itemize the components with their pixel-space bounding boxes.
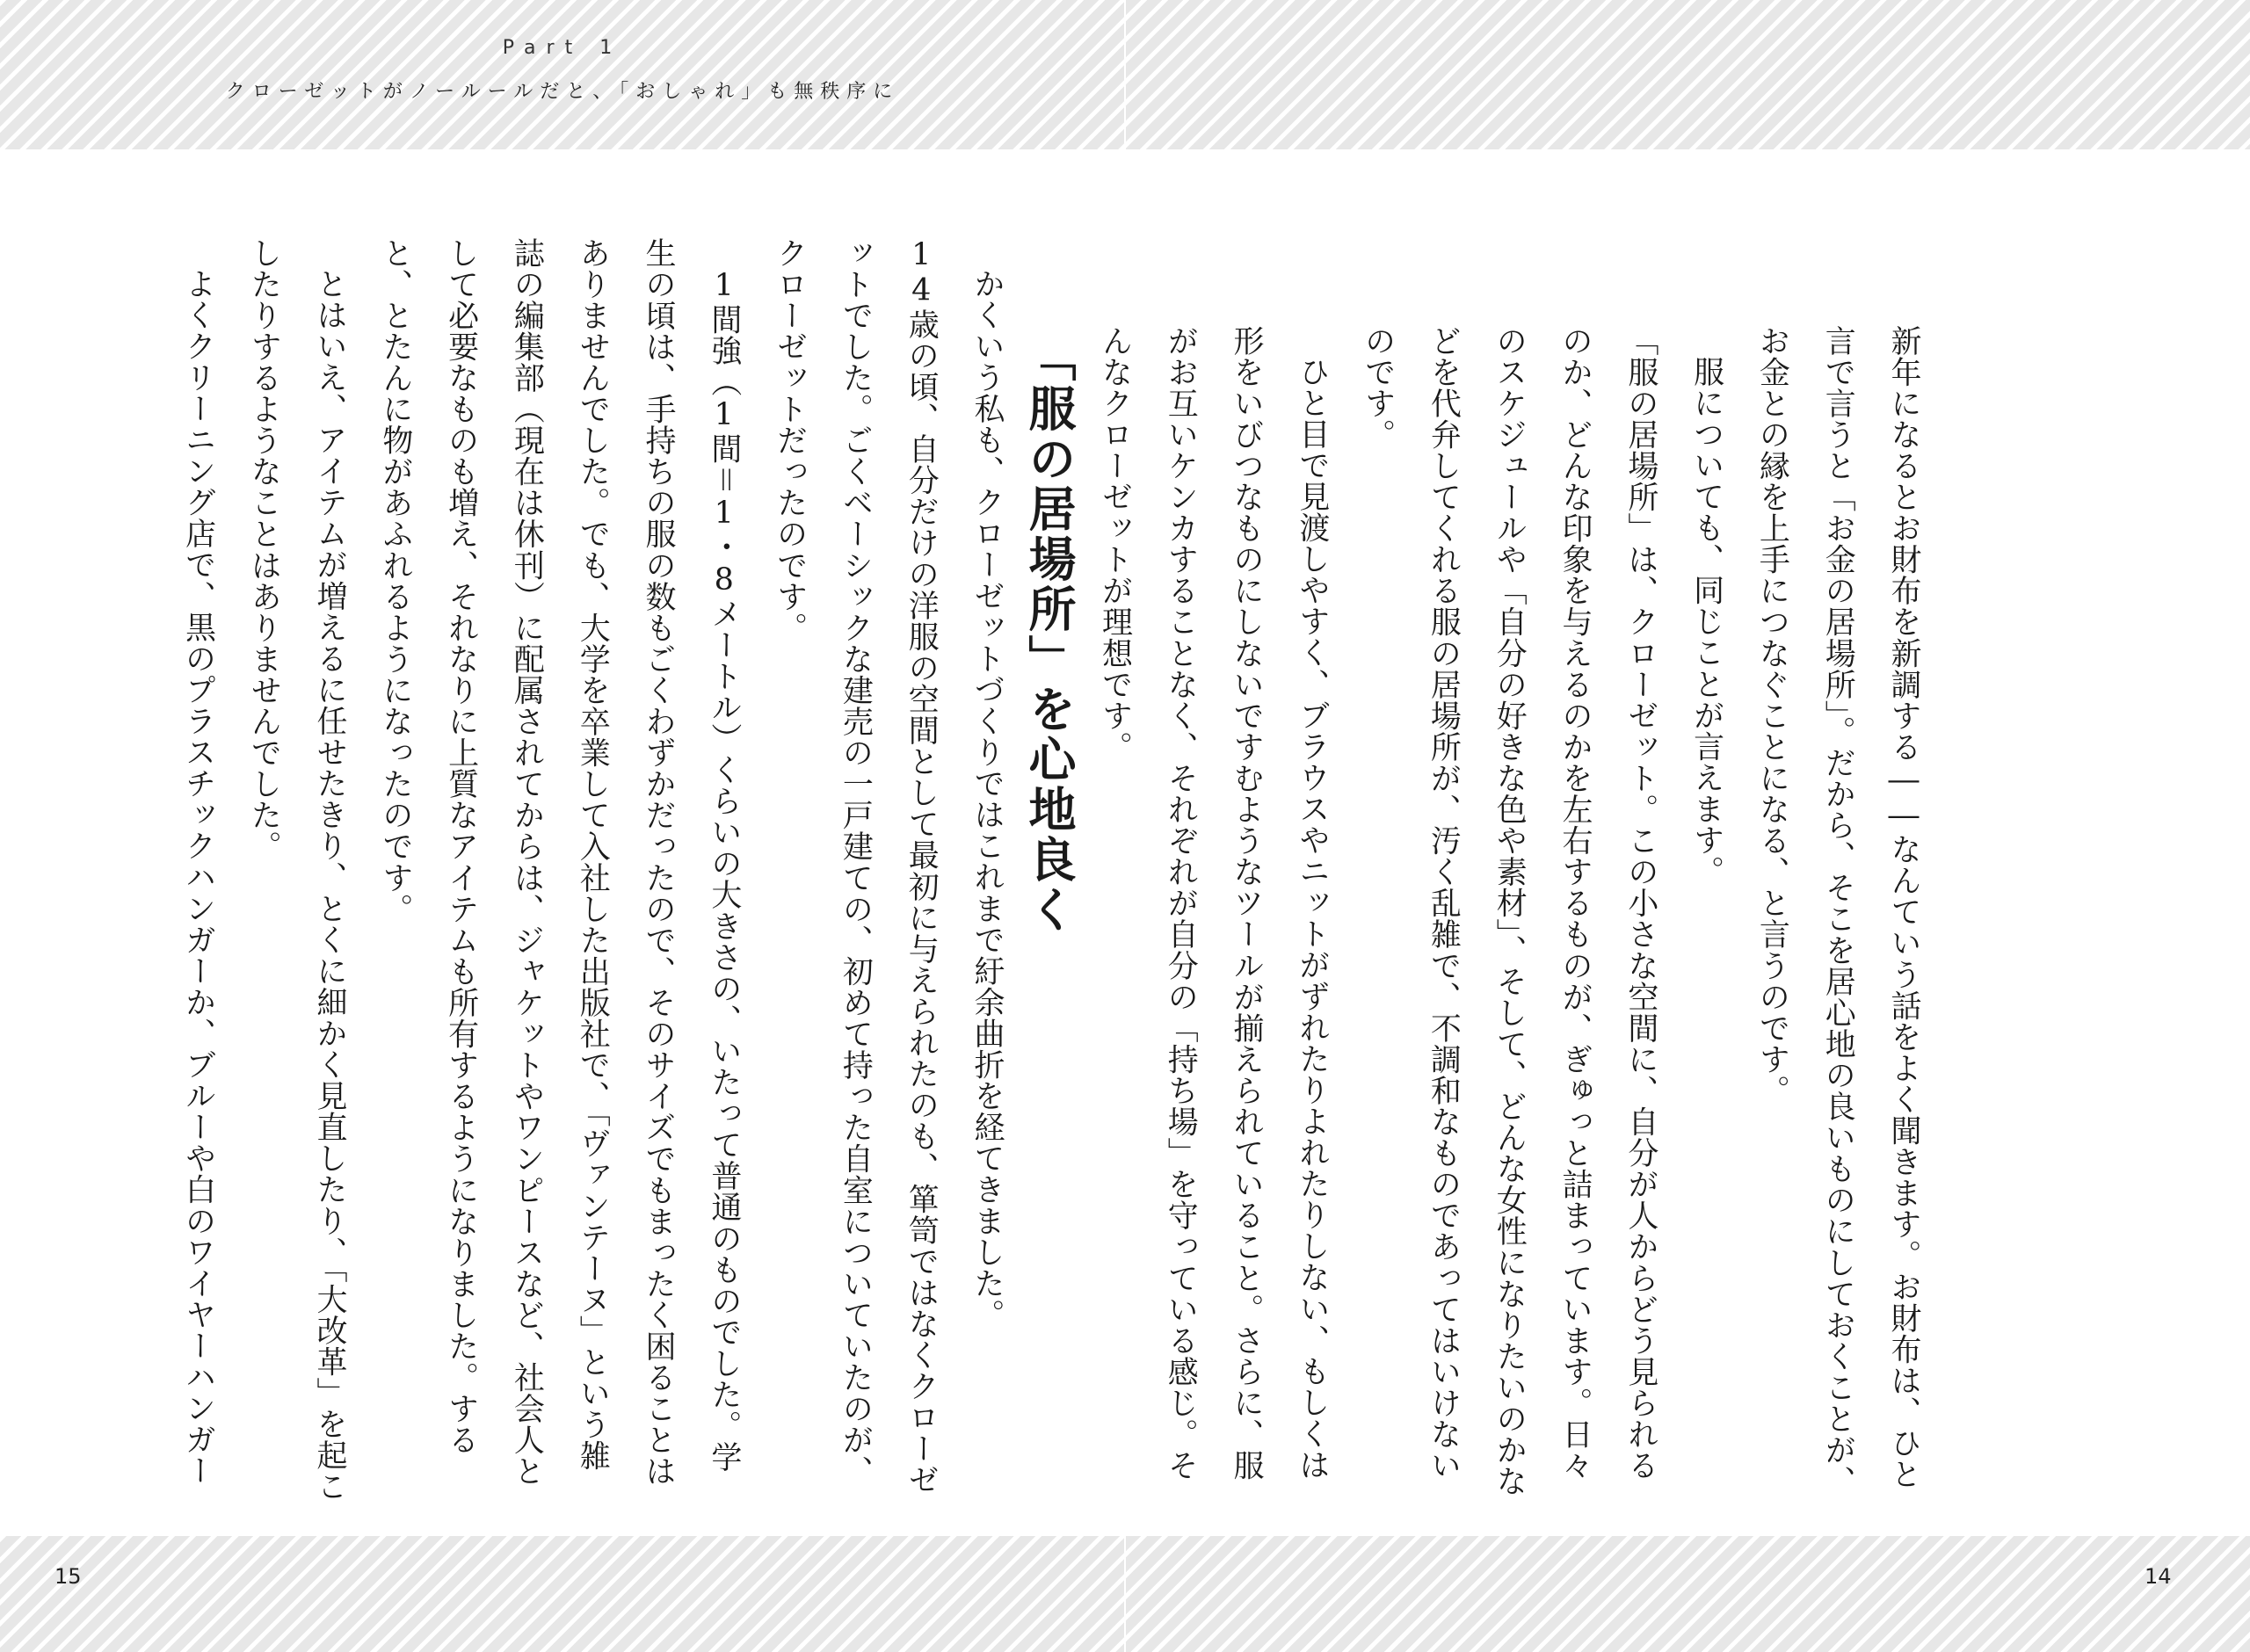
paragraph: 1間強（1間＝1・8メートル）くらいの大きさの、いたって普通のものでした。学生の頃は、手持ちの服の数もごくわずかだったので、そのサイズでもまったく困ることはありませんでした。でも、大学を卒業して入社した出版社で、「ヴァンテーヌ」という雑誌の編集部（現在は休刊）に配属されてからは、ジャケットやワンピースなど、社会人として必要なものも増え、それなりに上質なアイテムも所有するようになりました。すると、とたんに物があふれるようになったのです。 [377,237,742,1487]
right-page-body [1097,325,1936,1503]
paragraph: ひと目で見渡しやすく、ブラウスやニットがずれたりよれたりしない、もしくは形をいびつなものにしないですむようなツールが揃えられていること。さらに、服がお互いケンカすることなく、それぞれが自分の「持ち場」を守っている感じ。そんなクローゼットが理想です。 [1097,325,1330,1482]
paragraph: 14歳の頃、自分だけの洋服の空間として最初に与えられたのも、箪笥ではなくクローゼットでした。ごくベーシックな建売の一戸建ての、初めて持った自室についていたのが、クローゼットだったのです。 [772,237,940,1496]
left-page-body [123,237,1020,1503]
paragraph: よくクリーニング店で、黒のプラスチックハンガーか、ブルーや白のワイヤーハンガー [180,268,216,1487]
part-label: Part 1 [502,37,623,59]
running-header [0,37,1125,104]
spine-gap-bottom [1124,1536,1126,1652]
paragraph: かくいう私も、クローゼットづくりではこれまで紆余曲折を経てきました。 [969,268,1005,1330]
paragraph: 新年になるとお財布を新調する――なんていう話をよく聞きます。お財布は、ひと言で言うと「お金の居場所」。だから、そこを居心地の良いものにしておくことが、お金との縁を上手につなぐことになる、と言うのです。 [1754,325,1921,1497]
paragraph: 服についても、同じことが言えます。 [1688,356,1724,888]
chapter-title: クローゼットがノールールだと、「おしゃれ」も無秩序に [225,81,900,103]
page-number-left: 15 [54,1564,82,1589]
paragraph: 「服の居場所」は、クローゼット。この小さな空間に、自分が人からどう見られるのか、どんな印象を与えるのかを左右するものが、ぎゅっと詰まっています。日々のスケジュールや「自分の好きな色や素材」、そして、どんな女性になりたいのかなどを代弁してくれる服の居場所が、汚く乱雑で、不調和なものであってはいけないのです。 [1360,325,1658,1497]
paragraph: とはいえ、アイテムが増えるに任せたきり、とくに細かく見直したり、「大改革」を起こしたりするようなことはありませんでした。 [246,237,348,1503]
page-number-right: 14 [2145,1564,2172,1589]
section-heading: 「服の居場所」を心地良く [1021,334,1077,935]
